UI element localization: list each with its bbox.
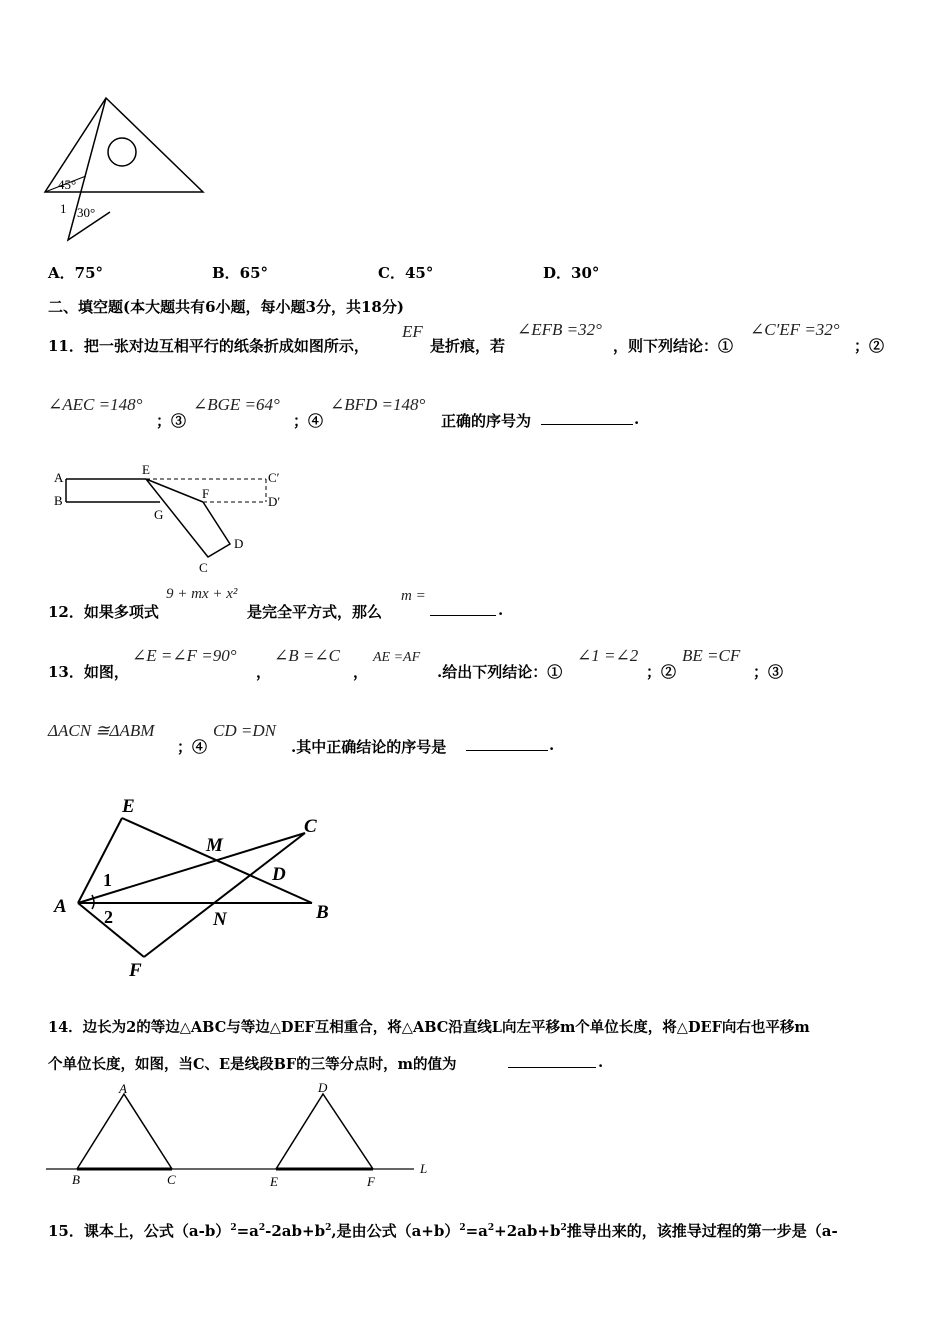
- q14-end: .: [598, 1053, 604, 1071]
- q13-end: .: [549, 736, 555, 754]
- q11-fig-label-G: G: [154, 507, 164, 522]
- q13-fig-label-2: 2: [104, 907, 113, 927]
- q14-fig-label-B: B: [72, 1172, 80, 1187]
- q13-given-2: ∠B =∠C: [274, 646, 340, 665]
- q13-fig-label-D: D: [272, 864, 286, 885]
- q11-conclusion-4: ∠BFD =148°: [330, 395, 426, 414]
- q13-fig-label-E: E: [122, 796, 135, 817]
- q15-sup-1: 2: [230, 1223, 237, 1233]
- q11-conclusion-1: ∠C′EF =32°: [750, 320, 840, 339]
- q11-conclusion-2: ∠AEC =148°: [48, 395, 143, 414]
- q15-sup-6: 2: [560, 1223, 567, 1233]
- q13-mid: .给出下列结论：①: [437, 663, 563, 681]
- q11-sep2: ；②: [854, 337, 885, 355]
- q14-fig-label-D: D: [318, 1080, 328, 1095]
- q15-sup-5: 2: [487, 1223, 495, 1233]
- q14-fig-label-F: F: [367, 1174, 375, 1189]
- q12-polynomial: 9 + mx + x²: [166, 586, 238, 602]
- q13-fig-label-B: B: [316, 902, 329, 923]
- q14-fig-label-A: A: [119, 1081, 127, 1096]
- q12-end: .: [498, 601, 504, 619]
- q13-conclusion-4: CD =DN: [213, 721, 276, 740]
- section-2-header: 二、填空题(本大题共有6小题，每小题3分，共18分): [48, 298, 404, 316]
- q15-eq2: =a: [465, 1222, 488, 1240]
- q13-given-3: AE =AF: [373, 650, 421, 665]
- q13-sep2: ；②: [646, 663, 677, 681]
- q15-prefix: 15．课本上，公式（a-b）: [48, 1222, 231, 1240]
- q13-comma2: ，: [353, 663, 369, 681]
- q13-sep4: ；④: [177, 738, 208, 756]
- q12-mid: 是完全平方式，那么: [247, 603, 383, 621]
- q11-fig-label-D: D: [234, 536, 244, 551]
- q13-conclusion-1: ∠1 =∠2: [577, 646, 639, 665]
- option-b: B．65°: [212, 264, 269, 282]
- q14-fig-label-E: E: [270, 1174, 278, 1189]
- q14-line1: 14．边长为2的等边△ABC与等边△DEF互相重合，将△ABC沿直线L向左平移m个单位长度，将△DEF向右也平移m: [48, 1019, 810, 1036]
- q13-sep3: ；③: [753, 663, 784, 681]
- q13-figure: [40, 785, 350, 985]
- q15-sup-4: 2: [459, 1223, 466, 1233]
- q11-answer-blank[interactable]: [541, 410, 633, 425]
- q11-fig-label-A: A: [54, 470, 64, 485]
- q15-sup-3: 2: [325, 1223, 332, 1233]
- q13-conclusion-3: ΔACN ≅ΔABM: [48, 721, 155, 740]
- q14-fig-label-C: C: [167, 1172, 176, 1187]
- q13-fig-label-1: 1: [103, 870, 112, 890]
- q15-text: [48, 1220, 838, 1241]
- q13-conclusion-2: BE =CF: [682, 646, 741, 665]
- q10-figure: [40, 92, 210, 247]
- option-d: D．30°: [543, 264, 600, 282]
- q14-fig-label-L: L: [420, 1161, 428, 1176]
- q15-sup-2: 2: [258, 1223, 266, 1233]
- q11-mid2: ，则下列结论：①: [613, 337, 734, 355]
- q11-fig-label-B: B: [54, 493, 63, 508]
- q11-sep3: ；③: [156, 412, 187, 430]
- q11-given: ∠EFB =32°: [517, 320, 602, 339]
- q11-prefix: 11．把一张对边互相平行的纸条折成如图所示，: [48, 337, 369, 355]
- q13-fig-label-N: N: [213, 909, 227, 930]
- q11-fig-label-F: F: [202, 486, 210, 501]
- q13-fig-label-C: C: [304, 816, 317, 837]
- fig10-label-30: 30°: [77, 205, 96, 220]
- q15-mid: ,是由公式（a+b）: [331, 1222, 460, 1240]
- option-c: C．45°: [378, 264, 434, 282]
- q11-figure: [48, 462, 298, 578]
- fig10-label-45: 45°: [58, 177, 77, 192]
- q13-fig-label-M: M: [206, 835, 223, 856]
- q13-suffix: .其中正确结论的序号是: [291, 738, 447, 756]
- q12-answer-blank[interactable]: [430, 601, 496, 616]
- q11-suffix: 正确的序号为: [441, 412, 532, 430]
- q13-comma1: ，: [256, 663, 272, 681]
- option-a: A．75°: [48, 264, 104, 282]
- q15-suffix: 推导出来的，该推导过程的第一步是（a-: [566, 1222, 838, 1240]
- q15-eq1: =a: [236, 1222, 259, 1240]
- q11-fig-label-C-prime: C′: [268, 470, 280, 485]
- q15-eq2b: +2ab+b: [494, 1222, 561, 1240]
- q15-eq1b: -2ab+b: [265, 1222, 326, 1240]
- q11-sep4: ；④: [293, 412, 324, 430]
- q13-answer-blank[interactable]: [466, 736, 548, 751]
- q13-fig-label-F: F: [129, 960, 142, 981]
- q11-ef: EF: [402, 322, 423, 341]
- q13-given-1: ∠E =∠F =90°: [132, 646, 237, 665]
- q12-prefix: 12．如果多项式: [48, 603, 159, 621]
- q11-fig-label-C: C: [199, 560, 208, 575]
- q13-prefix: 13．如图，: [48, 663, 129, 681]
- fig10-label-1: 1: [60, 201, 67, 216]
- q11-fig-label-D-prime: D′: [268, 494, 281, 509]
- q11-conclusion-3: ∠BGE =64°: [193, 395, 280, 414]
- q13-fig-label-A: A: [54, 896, 67, 917]
- q14-answer-blank[interactable]: [508, 1053, 596, 1068]
- q11-fig-label-E: E: [142, 462, 150, 477]
- q11-mid1: 是折痕，若: [430, 337, 506, 355]
- q14-figure: [40, 1080, 440, 1195]
- q14-line2: 个单位长度，如图，当C、E是线段BF的三等分点时，m的值为: [48, 1056, 457, 1073]
- q12-m: m =: [401, 588, 426, 604]
- q11-end: .: [634, 410, 640, 428]
